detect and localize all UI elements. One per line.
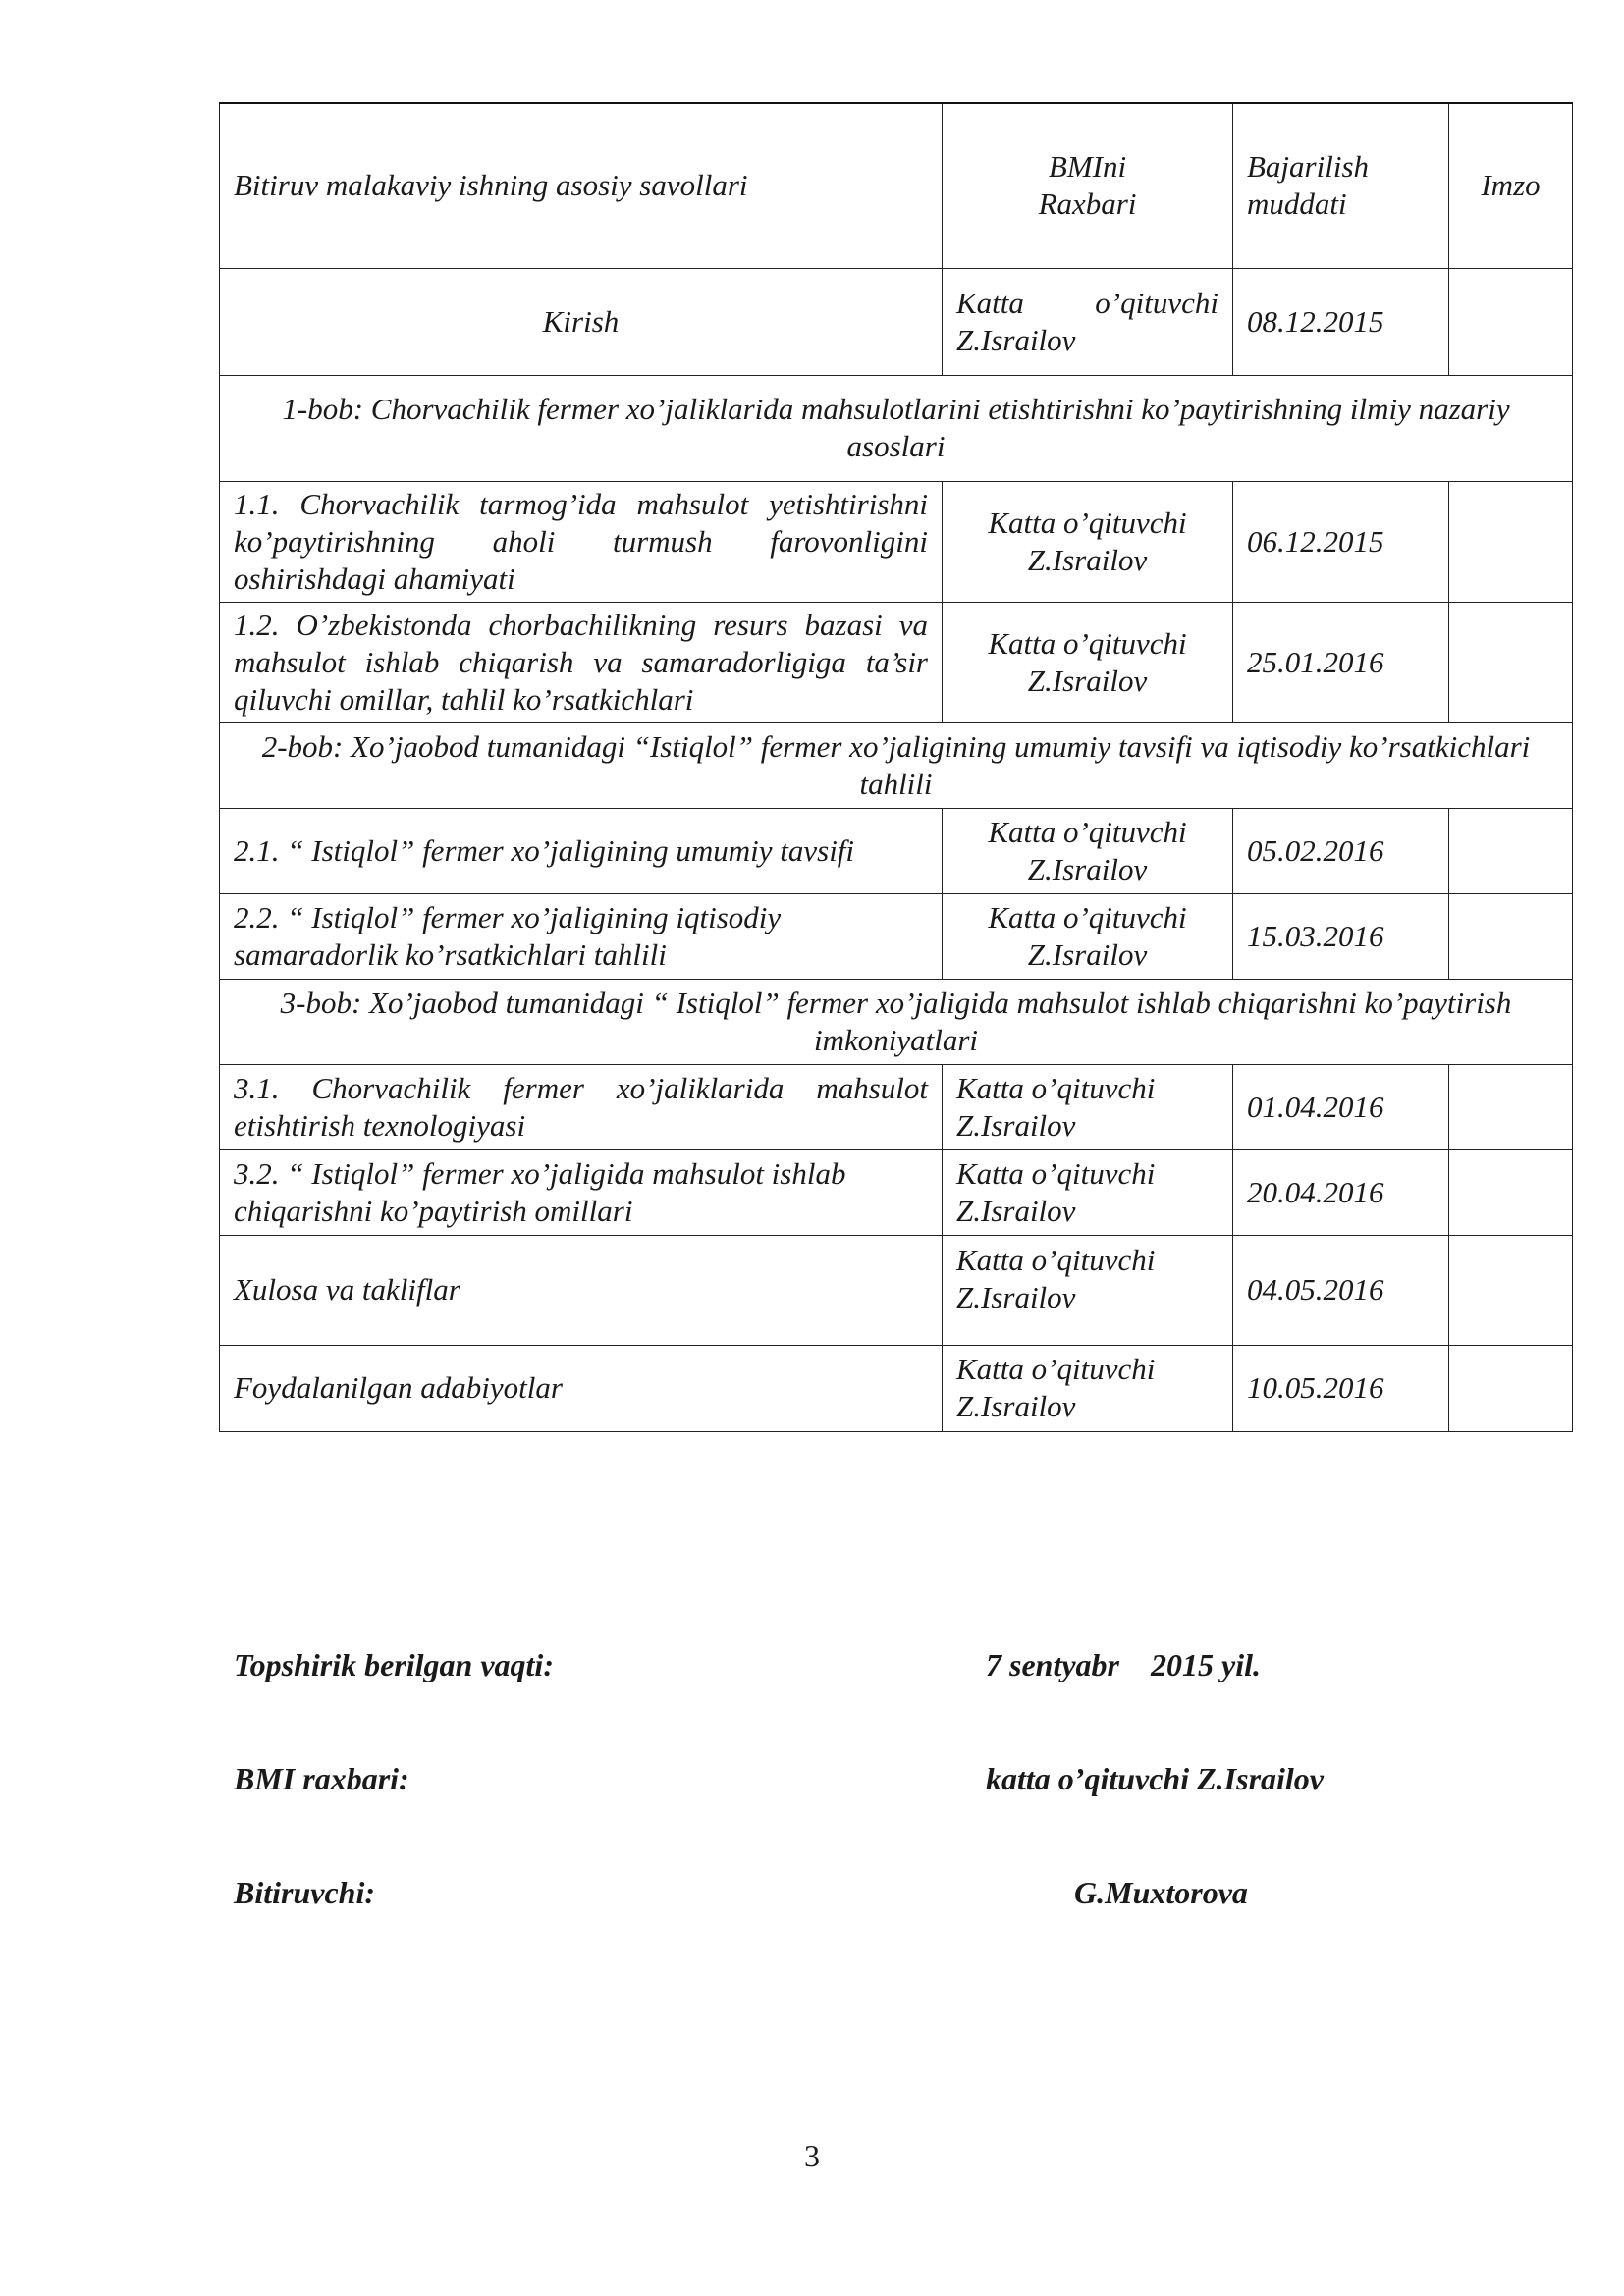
table-row: [220, 1064, 1573, 1149]
signature-cell: [1449, 1149, 1573, 1235]
supervisor-title: Katta o’qituvchi: [988, 899, 1187, 934]
graduate-label: Bitiruvchi:: [234, 1875, 376, 1910]
signature-cell: [1449, 602, 1573, 722]
table-row: [220, 1235, 1573, 1345]
topic-cell: 1.1. Chorvachilik tarmog’ida mahsulot yetishtirishni ko’paytirishning aholi turmush farovonligini oshirishdagi ahamiyati: [220, 481, 943, 602]
table-row: [220, 1345, 1573, 1431]
table-row: [220, 481, 1573, 602]
graduate-value: G.Muxtorova: [1074, 1875, 1248, 1910]
deadline-cell: 06.12.2015: [1233, 481, 1449, 602]
deadline-cell: 15.03.2016: [1233, 893, 1449, 979]
header-deadline-line2: muddati: [1247, 187, 1347, 222]
header-supervisor-line1: BMIni: [1048, 149, 1127, 185]
header-supervisor: [943, 103, 1233, 268]
chapter-row: [220, 722, 1573, 808]
chapter-title: 2-bob: Xo’jaobod tumanidagi “Istiqlol” fermer xo’jaligining umumiy tavsifi va iqtisodiy ko’rsatkichlari tahlili: [220, 722, 1573, 808]
table-row: [220, 1149, 1573, 1235]
signature-cell: [1449, 1235, 1573, 1345]
supervisor-title: Katta o’qituvchi: [956, 1155, 1156, 1191]
supervisor-cell: [943, 602, 1233, 722]
supervisor-name: Z.Israilov: [956, 322, 1076, 357]
thesis-plan-table: [219, 102, 1573, 1432]
header-supervisor-line2: Raxbari: [1038, 187, 1137, 222]
supervisor-name: Z.Israilov: [1027, 542, 1148, 577]
supervisor-title: Katta o’qituvchi: [956, 1070, 1156, 1105]
chapter-title: 3-bob: Xo’jaobod tumanidagi “ Istiqlol” fermer xo’jaligida mahsulot ishlab chiqarishni ko’paytirish imkoniyatlari: [220, 979, 1573, 1064]
signature-cell: [1449, 893, 1573, 979]
signature-cell: [1449, 268, 1573, 375]
deadline-cell: 05.02.2016: [1233, 808, 1449, 893]
topic-cell: 2.2. “ Istiqlol” fermer xo’jaligining iqtisodiy samaradorlik ko’rsatkichlari tahlili: [220, 893, 943, 979]
deadline-cell: 08.12.2015: [1233, 268, 1449, 375]
supervisor-cell: [943, 1064, 1233, 1149]
supervisor-title: Katta o’qituvchi: [956, 285, 1218, 320]
topic-cell: 3.2. “ Istiqlol” fermer xo’jaligida mahsulot ishlab chiqarishni ko’paytirish omillari: [220, 1149, 943, 1235]
deadline-cell: 25.01.2016: [1233, 602, 1449, 722]
header-questions: Bitiruv malakaviy ishning asosiy savollari: [220, 103, 943, 268]
chapter-row: [220, 375, 1573, 481]
supervisor-name: Z.Israilov: [1027, 663, 1148, 698]
supervisor-cell: [943, 1149, 1233, 1235]
table-header-row: [220, 103, 1573, 268]
supervisor-cell: [943, 268, 1233, 375]
assigned-date-value: 7 sentyabr 2015 yil.: [986, 1647, 1261, 1682]
supervisor-name: Z.Israilov: [956, 1279, 1076, 1314]
supervisor-title: Katta o’qituvchi: [988, 814, 1187, 849]
supervisor-title: Katta o’qituvchi: [988, 505, 1187, 540]
table-row: [220, 268, 1573, 375]
table-row: [220, 808, 1573, 893]
signature-cell: [1449, 481, 1573, 602]
topic-cell: 2.1. “ Istiqlol” fermer xo’jaligining umumiy tavsifi: [220, 808, 943, 893]
supervisor-name: Z.Israilov: [956, 1107, 1076, 1143]
header-signature: Imzo: [1449, 103, 1573, 268]
signature-cell: [1449, 1345, 1573, 1431]
supervisor-value: katta o’qituvchi Z.Israilov: [986, 1761, 1324, 1796]
supervisor-cell: [943, 481, 1233, 602]
supervisor-title: Katta o’qituvchi: [956, 1242, 1156, 1277]
topic-cell: 1.2. O’zbekistonda chorbachilikning resurs bazasi va mahsulot ishlab chiqarish va samaradorligiga ta’sir qiluvchi omillar, tahlil ko’rsatkichlari: [220, 602, 943, 722]
topic-cell: Kirish: [220, 268, 943, 375]
supervisor-cell: [943, 893, 1233, 979]
supervisor-cell: [943, 1235, 1233, 1345]
supervisor-title: Katta o’qituvchi: [988, 625, 1187, 661]
supervisor-cell: [943, 808, 1233, 893]
supervisor-cell: [943, 1345, 1233, 1431]
deadline-cell: 20.04.2016: [1233, 1149, 1449, 1235]
supervisor-name: Z.Israilov: [1027, 851, 1148, 886]
table-row: [220, 893, 1573, 979]
supervisor-name: Z.Israilov: [956, 1389, 1076, 1423]
signature-cell: [1449, 1064, 1573, 1149]
deadline-cell: 10.05.2016: [1233, 1345, 1449, 1431]
supervisor-name: Z.Israilov: [1027, 936, 1148, 972]
topic-cell: Foydalanilgan adabiyotlar: [220, 1345, 943, 1431]
supervisor-label: BMI raxbari:: [234, 1761, 409, 1796]
deadline-cell: 04.05.2016: [1233, 1235, 1449, 1345]
page-number: 3: [804, 2138, 820, 2173]
assigned-date-label: Topshirik berilgan vaqti:: [234, 1647, 554, 1682]
deadline-cell: 01.04.2016: [1233, 1064, 1449, 1149]
supervisor-title: Katta o’qituvchi: [956, 1352, 1156, 1386]
topic-cell: 3.1. Chorvachilik fermer xo’jaliklarida mahsulot etishtirish texnologiyasi: [220, 1064, 943, 1149]
supervisor-name: Z.Israilov: [956, 1193, 1076, 1228]
chapter-row: [220, 979, 1573, 1064]
chapter-title: 1-bob: Chorvachilik fermer xo’jaliklarida mahsulotlarini etishtirishni ko’paytirishning ilmiy nazariy asoslari: [220, 375, 1573, 481]
signature-cell: [1449, 808, 1573, 893]
header-deadline: [1233, 103, 1449, 268]
header-deadline-line1: Bajarilish: [1247, 149, 1370, 185]
table-row: [220, 602, 1573, 722]
topic-cell: Xulosa va takliflar: [220, 1235, 943, 1345]
